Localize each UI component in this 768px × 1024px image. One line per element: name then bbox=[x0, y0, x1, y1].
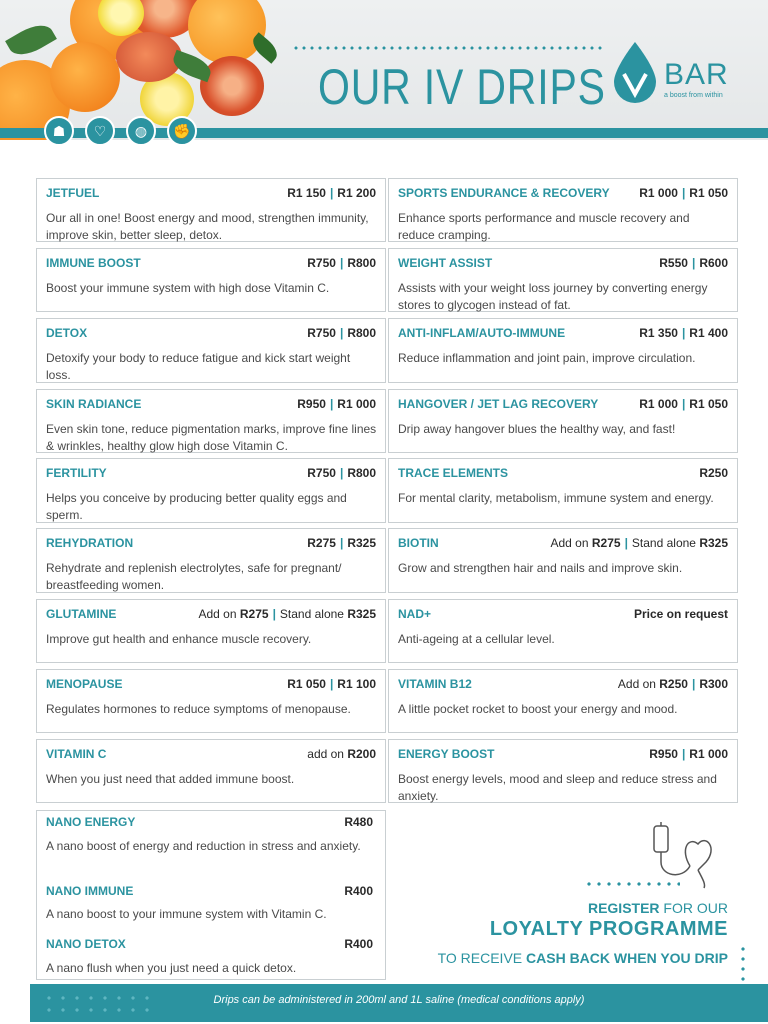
price-primary: R1 000 bbox=[639, 397, 678, 411]
nano-immune-heading bbox=[46, 884, 373, 898]
logo-text: BAR bbox=[664, 58, 729, 91]
drip-price bbox=[307, 256, 376, 270]
drip-description: Even skin tone, reduce pigmentation marks, improve fine lines & wrinkles, healthy glow high dose Vitamin C. bbox=[46, 422, 377, 453]
drip-price bbox=[297, 397, 376, 411]
drip-heading bbox=[398, 466, 728, 480]
drip-price bbox=[634, 607, 728, 621]
drip-description: For mental clarity, metabolism, immune system and energy. bbox=[398, 491, 714, 505]
drip-card bbox=[388, 389, 738, 453]
drip-description: Improve gut health and enhance muscle recovery. bbox=[46, 632, 312, 646]
orange-image bbox=[50, 42, 120, 112]
price-secondary: R325 bbox=[347, 607, 376, 621]
drip-name: IMMUNE BOOST bbox=[46, 256, 141, 270]
drip-price bbox=[287, 186, 376, 200]
drip-price bbox=[307, 466, 376, 480]
drip-description: Helps you conceive by producing better quality eggs and sperm. bbox=[46, 491, 347, 522]
drip-description: Anti-ageing at a cellular level. bbox=[398, 632, 555, 646]
drip-heading bbox=[46, 607, 376, 621]
price-primary: R750 bbox=[307, 466, 336, 480]
price-secondary: R800 bbox=[347, 326, 376, 340]
apple-icon: ◍ bbox=[126, 116, 156, 146]
drip-description: Our all in one! Boost energy and mood, strengthen immunity, improve skin, better sleep, detox. bbox=[46, 211, 369, 242]
immune-icon: ☗ bbox=[44, 116, 74, 146]
drip-card bbox=[36, 669, 386, 733]
nano-energy-heading bbox=[46, 815, 373, 829]
heart-rate-icon: ♡ bbox=[85, 116, 115, 146]
drip-card bbox=[36, 248, 386, 312]
drip-description: Regulates hormones to reduce symptoms of menopause. bbox=[46, 702, 351, 716]
price-primary: R250 bbox=[659, 677, 688, 691]
price-primary: R275 bbox=[307, 536, 336, 550]
drip-name: NANO IMMUNE bbox=[46, 884, 134, 898]
drip-name: DETOX bbox=[46, 326, 88, 340]
drip-description: Rehydrate and replenish electrolytes, safe for pregnant/ breastfeeding women. bbox=[46, 561, 342, 592]
cash-bold: CASH BACK WHEN YOU DRIP bbox=[526, 950, 728, 966]
drip-card bbox=[36, 318, 386, 383]
drip-price bbox=[649, 747, 728, 761]
drip-name: REHYDRATION bbox=[46, 536, 134, 550]
loyalty-promo bbox=[388, 810, 738, 980]
price-separator: | bbox=[681, 397, 686, 411]
drip-heading bbox=[46, 186, 376, 200]
register-rest: FOR OUR bbox=[659, 900, 728, 916]
drip-description: A little pocket rocket to boost your energy and mood. bbox=[398, 702, 678, 716]
price-mid-label: Stand alone bbox=[631, 536, 700, 550]
drip-price bbox=[287, 677, 376, 691]
drip-name: VITAMIN C bbox=[46, 747, 107, 761]
drip-card bbox=[36, 458, 386, 523]
drip-price bbox=[199, 607, 377, 621]
drip-card bbox=[36, 599, 386, 663]
loyalty-dots bbox=[584, 882, 680, 886]
price-separator: | bbox=[681, 326, 686, 340]
drip-description: When you just need that added immune boost. bbox=[46, 772, 295, 786]
price-secondary: R1 000 bbox=[337, 397, 376, 411]
benefit-icons bbox=[44, 116, 197, 146]
price-primary: R275 bbox=[591, 536, 621, 550]
price-secondary: R1 050 bbox=[689, 397, 728, 411]
side-dots bbox=[738, 944, 748, 984]
drip-price: R480 bbox=[344, 815, 373, 829]
drip-heading bbox=[398, 256, 728, 270]
price-secondary: R1 050 bbox=[689, 186, 728, 200]
drip-name: ANTI-INFLAM/AUTO-IMMUNE bbox=[398, 326, 566, 340]
drip-heading bbox=[46, 256, 376, 270]
drip-name: NANO DETOX bbox=[46, 937, 126, 951]
price-primary: R1 050 bbox=[287, 677, 326, 691]
cash-back-text bbox=[438, 950, 728, 966]
price-separator: | bbox=[691, 256, 696, 270]
price-mid-label: Stand alone bbox=[279, 607, 348, 621]
price-prefix: Add on bbox=[198, 607, 240, 621]
drip-heading bbox=[46, 677, 376, 691]
drip-card bbox=[388, 599, 738, 663]
drip-description: A nano boost of energy and reduction in stress and anxiety. bbox=[46, 839, 361, 853]
register-bold: REGISTER bbox=[587, 900, 660, 916]
nano-drips-card bbox=[36, 810, 386, 980]
price-secondary: R325 bbox=[347, 536, 376, 550]
drip-name: GLUTAMINE bbox=[46, 607, 117, 621]
drip-heading bbox=[398, 607, 728, 621]
drip-heading bbox=[46, 747, 376, 761]
drip-heading bbox=[46, 466, 376, 480]
drip-description: Reduce inflammation and joint pain, improve circulation. bbox=[398, 351, 696, 365]
drip-description: Boost your immune system with high dose Vitamin C. bbox=[46, 281, 330, 295]
title-dots bbox=[292, 46, 602, 50]
price-separator: | bbox=[329, 677, 334, 691]
price-primary: R1 150 bbox=[287, 186, 326, 200]
drip-heading bbox=[398, 186, 728, 200]
drip-card bbox=[388, 669, 738, 733]
drip-name: VITAMIN B12 bbox=[398, 677, 472, 691]
loyalty-programme-heading: LOYALTY PROGRAMME bbox=[489, 918, 728, 940]
price-secondary: R1 200 bbox=[337, 186, 376, 200]
price-prefix: Add on bbox=[617, 677, 660, 691]
drip-name: SPORTS ENDURANCE & RECOVERY bbox=[398, 186, 610, 200]
price-primary: R750 bbox=[307, 256, 336, 270]
drip-card bbox=[36, 178, 386, 242]
drip-price bbox=[699, 466, 728, 480]
drip-card bbox=[388, 458, 738, 523]
price-primary: R750 bbox=[307, 326, 336, 340]
drip-name: ENERGY BOOST bbox=[398, 747, 495, 761]
drip-price bbox=[307, 536, 376, 550]
drip-price bbox=[639, 186, 728, 200]
drip-description: Assists with your weight loss journey by converting energy stores to glycogen instead of fat. bbox=[398, 281, 708, 312]
drip-price bbox=[307, 747, 376, 761]
drip-card bbox=[388, 248, 738, 312]
price-separator: | bbox=[339, 536, 344, 550]
drip-card bbox=[36, 389, 386, 453]
price-separator: | bbox=[691, 677, 696, 691]
drip-price bbox=[618, 677, 728, 691]
drip-card bbox=[388, 739, 738, 803]
price-primary: R550 bbox=[659, 256, 688, 270]
price-separator: | bbox=[339, 326, 344, 340]
price-secondary: R1 400 bbox=[689, 326, 728, 340]
price-secondary: R600 bbox=[699, 256, 728, 270]
price-secondary: R1 100 bbox=[337, 677, 376, 691]
drip-price bbox=[639, 326, 728, 340]
price-secondary: R800 bbox=[347, 256, 376, 270]
blood-orange-image bbox=[116, 32, 182, 82]
drip-card bbox=[36, 739, 386, 803]
drip-name: SKIN RADIANCE bbox=[46, 397, 142, 411]
drip-description: Detoxify your body to reduce fatigue and kick start weight loss. bbox=[46, 351, 351, 382]
iv-drip-heart-icon bbox=[646, 818, 726, 890]
price-prefix: add on bbox=[307, 747, 348, 761]
drip-heading bbox=[46, 536, 376, 550]
price-separator: | bbox=[339, 466, 344, 480]
price-primary: R275 bbox=[239, 607, 269, 621]
drip-name: BIOTIN bbox=[398, 536, 439, 550]
leaf-image bbox=[5, 18, 57, 62]
drip-description: Drip away hangover blues the healthy way, and fast! bbox=[398, 422, 676, 436]
drip-name: WEIGHT ASSIST bbox=[398, 256, 493, 270]
drip-price bbox=[659, 256, 728, 270]
drip-name: FERTILITY bbox=[46, 466, 107, 480]
price-primary: R1 000 bbox=[639, 186, 678, 200]
drip-heading bbox=[398, 677, 728, 691]
drip-card bbox=[388, 178, 738, 242]
price-secondary: R1 000 bbox=[689, 747, 728, 761]
price-secondary: R800 bbox=[347, 466, 376, 480]
logo-tagline: a boost from within bbox=[664, 92, 723, 99]
drip-name: MENOPAUSE bbox=[46, 677, 123, 691]
price-primary: R950 bbox=[649, 747, 678, 761]
drip-description: Boost energy levels, mood and sleep and reduce stress and anxiety. bbox=[398, 772, 717, 803]
price-primary: R200 bbox=[347, 747, 376, 761]
price-primary: R1 350 bbox=[639, 326, 678, 340]
drip-name: TRACE ELEMENTS bbox=[398, 466, 509, 480]
drip-heading bbox=[398, 397, 728, 411]
cash-pre: TO RECEIVE bbox=[437, 950, 527, 966]
footer-note: Drips can be administered in 200ml and 1L saline (medical conditions apply) bbox=[213, 994, 585, 1006]
footer bbox=[30, 984, 768, 1022]
drip-name: HANGOVER / JET LAG RECOVERY bbox=[398, 397, 599, 411]
price-prefix: Add on bbox=[550, 536, 592, 550]
drip-name: NAD+ bbox=[398, 607, 432, 621]
drip-name: JETFUEL bbox=[46, 186, 100, 200]
drip-price: R400 bbox=[344, 937, 373, 951]
price-separator: | bbox=[272, 607, 276, 621]
price-primary: R950 bbox=[297, 397, 326, 411]
price-separator: | bbox=[681, 186, 686, 200]
price-separator: | bbox=[329, 397, 334, 411]
drip-name: NANO ENERGY bbox=[46, 815, 136, 829]
drip-price: R400 bbox=[344, 884, 373, 898]
drip-price bbox=[551, 536, 729, 550]
drip-heading bbox=[398, 326, 728, 340]
orange-image bbox=[188, 0, 266, 64]
drip-price bbox=[639, 397, 728, 411]
price-separator: | bbox=[329, 186, 334, 200]
drip-description: Grow and strengthen hair and nails and improve skin. bbox=[398, 561, 683, 575]
drip-heading bbox=[398, 536, 728, 550]
drip-description: Enhance sports performance and muscle recovery and reduce cramping. bbox=[398, 211, 690, 242]
drip-description: A nano boost to your immune system with Vitamin C. bbox=[46, 907, 327, 921]
drip-description: A nano flush when you just need a quick detox. bbox=[46, 961, 297, 975]
price-primary: R250 bbox=[699, 466, 728, 480]
price-separator: | bbox=[339, 256, 344, 270]
drip-heading bbox=[46, 397, 376, 411]
drip-card bbox=[388, 528, 738, 593]
price-separator: | bbox=[681, 747, 686, 761]
muscle-icon: ✊ bbox=[167, 116, 197, 146]
blood-orange-image bbox=[200, 56, 264, 116]
price-primary: Price on request bbox=[633, 607, 728, 621]
drip-card bbox=[388, 318, 738, 383]
register-text bbox=[588, 900, 728, 916]
logo-drop-icon bbox=[610, 40, 660, 104]
price-secondary: R325 bbox=[699, 536, 728, 550]
price-separator: | bbox=[624, 536, 628, 550]
drip-card bbox=[36, 528, 386, 593]
drip-heading bbox=[398, 747, 728, 761]
page-title: OUR IV DRIPS bbox=[318, 59, 606, 115]
drip-heading bbox=[46, 326, 376, 340]
nano-detox-heading bbox=[46, 937, 373, 951]
price-secondary: R300 bbox=[699, 677, 728, 691]
drip-price bbox=[307, 326, 376, 340]
